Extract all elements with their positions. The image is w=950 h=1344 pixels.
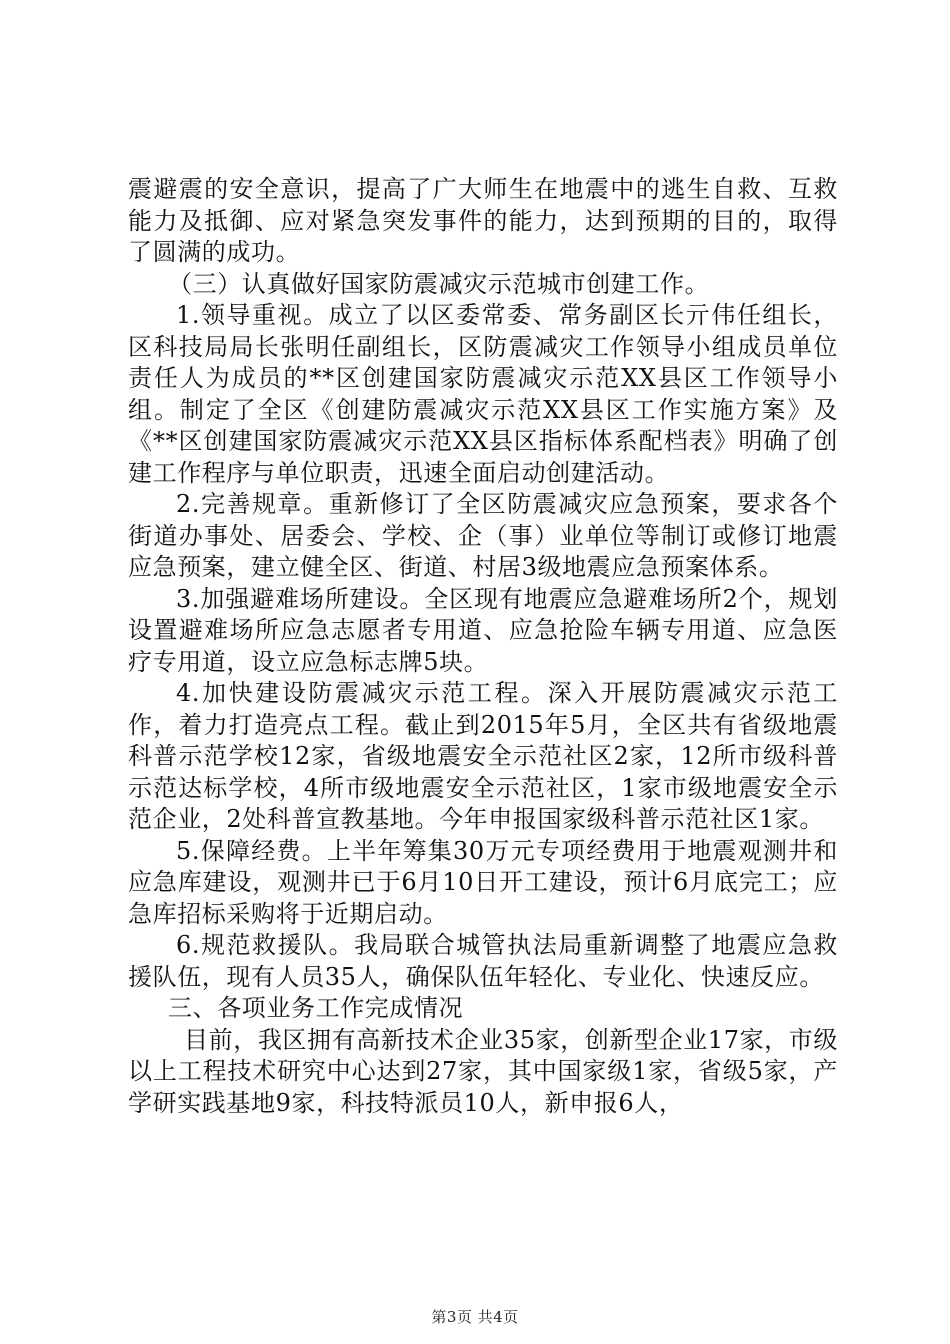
document-body xyxy=(128,174,838,1119)
paragraph-current-status: 目前，我区拥有高新技术企业35家，创新型企业17家，市级以上工程技术研究中心达到27家，其中国家级1家，省级5家，产学研实践基地9家，科技特派员10人，新申报6人， xyxy=(128,1025,838,1117)
paragraph-item-6: 6.规范救援队。我局联合城管执法局重新调整了地震应急救援队伍，现有人员35人，确保队伍年轻化、专业化、快速反应。 xyxy=(128,931,838,991)
section-heading-3: （三）认真做好国家防震减灾示范城市创建工作。 xyxy=(168,269,710,298)
paragraph-item-4: 4.加快建设防震减灾示范工程。深入开展防震减灾示范工作，着力打造亮点工程。截止到2015年5月，全区共有省级地震科普示范学校12家，省级地震安全示范社区2家，12所市级科普示范达标学校，4所市级地震安全示范社区，1家市级地震安全示范企业，2处科普宣教基地。今年申报国家级科普示范社区1家。 xyxy=(128,679,838,833)
section-heading-business: 三、各项业务工作完成情况 xyxy=(168,994,464,1022)
paragraph-item-1: 1.领导重视。成立了以区委常委、常务副区长亓伟任组长，区科技局局长张明任副组长，区防震减灾工作领导小组成员单位责任人为成员的**区创建国家防震减灾示范XX县区工作领导小组。制定了全区《创建防震减灾示范XX县区工作实施方案》及《**区创建国家防震减灾示范XX县区指标体系配档表》明确了创建工作程序与单位职责，迅速全面启动创建活动。 xyxy=(128,301,838,487)
paragraph-item-3: 3.加强避难场所建设。全区现有地震应急避难场所2个，规划设置避难场所应急志愿者专用道、应急抢险车辆专用道、应急医疗专用道，设立应急标志牌5块。 xyxy=(128,584,838,676)
paragraph-continuation: 震避震的安全意识，提高了广大师生在地震中的逃生自救、互救能力及抵御、应对紧急突发事件的能力，达到预期的目的，取得了圆满的成功。 xyxy=(128,175,838,266)
paragraph-item-2: 2.完善规章。重新修订了全区防震减灾应急预案，要求各个街道办事处、居委会、学校、企（事）业单位等制订或修订地震应急预案，建立健全区、街道、村居3级地震应急预案体系。 xyxy=(128,490,838,581)
page-number-footer: 第3页 共4页 xyxy=(431,1308,519,1326)
paragraph-item-5: 5.保障经费。上半年筹集30万元专项经费用于地震观测井和应急库建设，观测井已于6月10日开工建设，预计6月底完工；应急库招标采购将于近期启动。 xyxy=(128,836,838,928)
